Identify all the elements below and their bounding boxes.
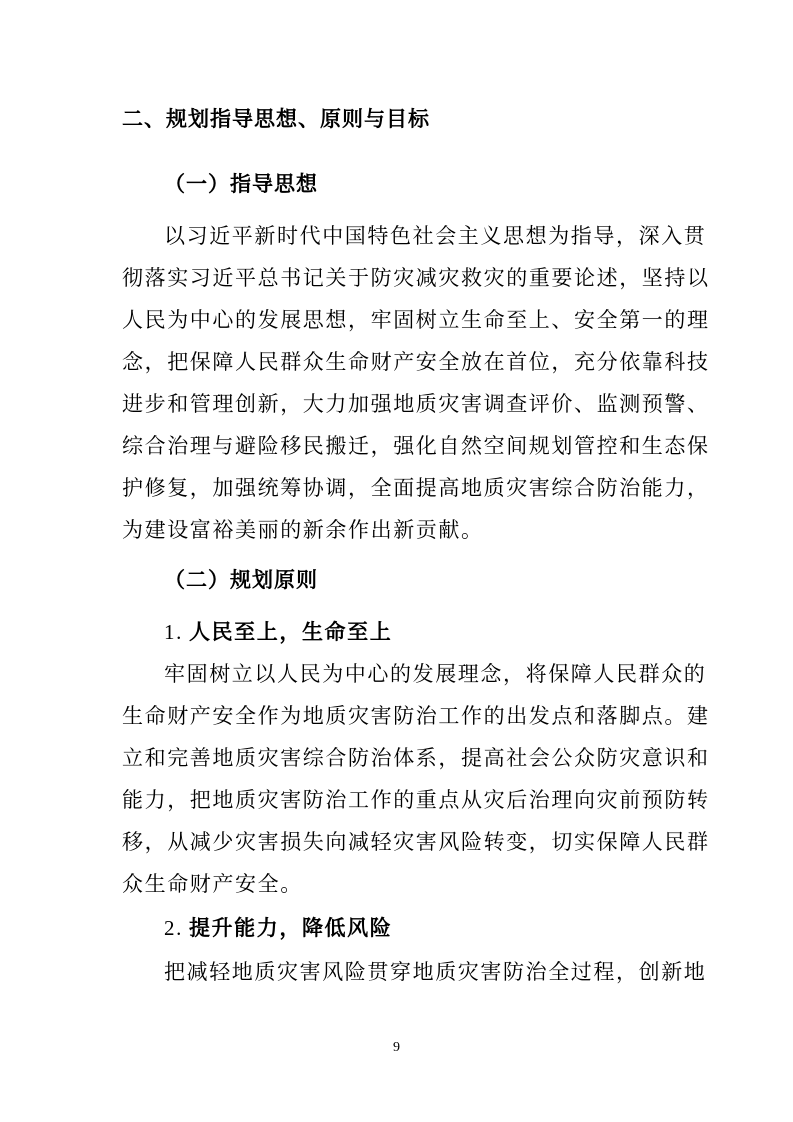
principle-number: 2. [164,916,183,940]
page-number: 9 [393,1040,400,1055]
principle-heading-2 [164,913,682,943]
section-title: 二、规划指导思想、原则与目标 [122,107,430,131]
paragraph-line: 生命财产安全作为地质灾害防治工作的出发点和落脚点。建 [122,704,710,728]
principle-title: 提升能力，降低风险 [188,915,393,940]
paragraph-line: 彻落实习近平总书记关于防灾减灾救灾的重要论述，坚持以 [122,266,710,290]
principle-title: 人民至上，生命至上 [188,619,393,644]
paragraph-line: 念，把保障人民群众生命财产安全放在首位，充分依靠科技 [122,350,710,374]
paragraph-line: 进步和管理创新，大力加强地质灾害调查评价、监测预警、 [122,392,710,416]
subsection-title-planning-principles: （二）规划原则 [164,568,318,592]
paragraph-line: 把减轻地质灾害风险贯穿地质灾害防治全过程，创新地 [164,960,707,984]
paragraph-line: 护修复，加强统筹协调，全面提高地质灾害综合防治能力， [122,476,710,500]
paragraph-line: 移，从减少灾害损失向减轻灾害风险转变，切实保障人民群 [122,830,710,854]
principle-number: 1. [164,620,183,644]
paragraph-line: 牢固树立以人民为中心的发展理念，将保障人民群众的 [164,662,707,686]
paragraph-line: 为建设富裕美丽的新余作出新贡献。 [122,518,484,542]
subsection-title-guiding-ideology: （一）指导思想 [164,172,318,196]
paragraph-line: 立和完善地质灾害综合防治体系，提高社会公众防灾意识和 [122,746,710,770]
paragraph-line: 众生命财产安全。 [122,872,303,896]
paragraph-line: 综合治理与避险移民搬迁，强化自然空间规划管控和生态保 [122,434,710,458]
paragraph-line: 以习近平新时代中国特色社会主义思想为指导，深入贯 [164,224,707,248]
paragraph-line: 人民为中心的发展思想，牢固树立生命至上、安全第一的理 [122,308,710,332]
paragraph-line: 能力，把地质灾害防治工作的重点从灾后治理向灾前预防转 [122,788,710,812]
principle-heading-1 [164,617,682,647]
